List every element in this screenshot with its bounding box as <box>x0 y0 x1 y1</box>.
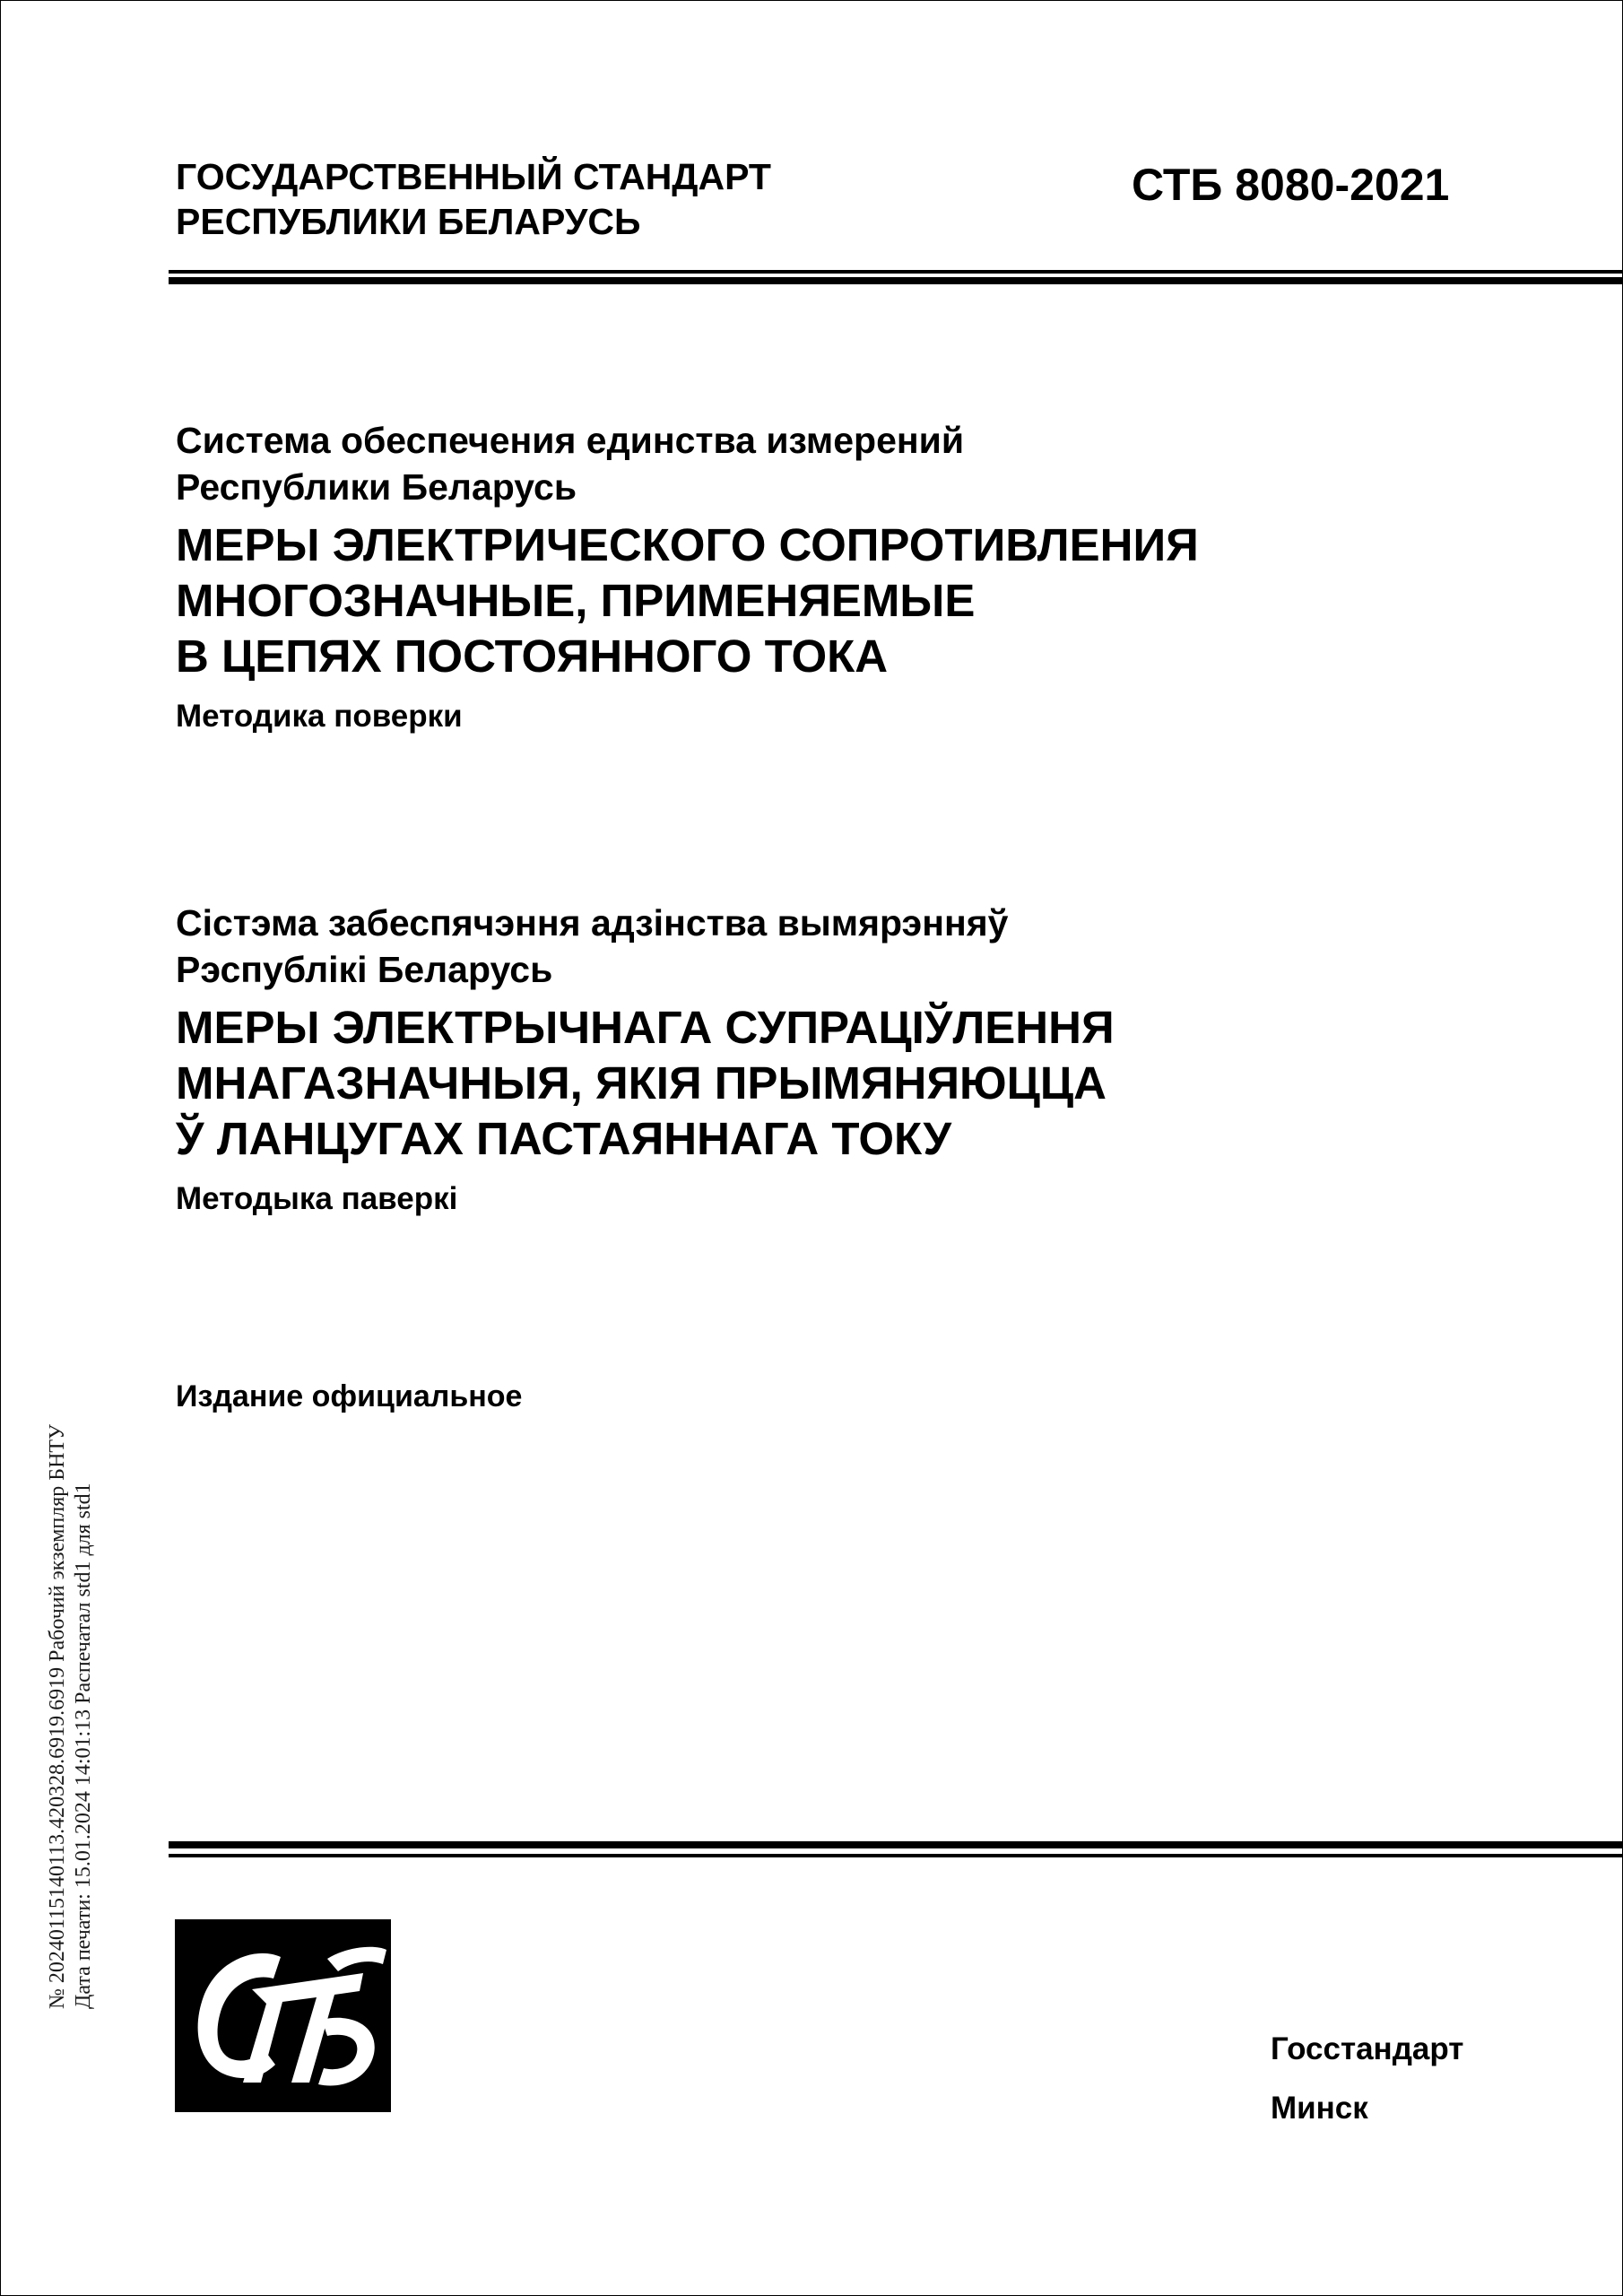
footer-rule-thin <box>169 1854 1623 1857</box>
russian-method: Методика поверки <box>176 699 463 734</box>
belarusian-system-line-2: Рэспублікі Беларусь <box>176 949 553 990</box>
publisher-name: Госстандарт <box>1271 2031 1464 2066</box>
belarusian-method: Методыка паверкі <box>176 1181 458 1216</box>
header-org-line-2: РЕСПУБЛИКИ БЕЛАРУСЬ <box>176 201 641 242</box>
publisher-block <box>1271 2020 1463 2138</box>
edition-label: Издание официальное <box>176 1379 523 1413</box>
belarusian-title-block <box>176 900 1115 1219</box>
print-stamp-line-2: Дата печати: 15.01.2024 14:01:13 Распечатал std1 для std1 <box>72 1483 95 2009</box>
belarusian-title-line-3: Ў ЛАНЦУГАХ ПАСТАЯННАГА ТОКУ <box>176 1113 952 1164</box>
russian-title-line-2: МНОГОЗНАЧНЫЕ, ПРИМЕНЯЕМЫЕ <box>176 575 976 626</box>
russian-system-line-2: Республики Беларусь <box>176 466 577 508</box>
belarusian-title-line-1: МЕРЫ ЭЛЕКТРЫЧНАГА СУПРАЦІЎЛЕННЯ <box>176 1002 1115 1053</box>
standard-code: СТБ 8080-2021 <box>1132 160 1450 210</box>
belarusian-title-line-2: МНАГАЗНАЧНЫЯ, ЯКІЯ ПРЫМЯНЯЮЦЦА <box>176 1057 1107 1109</box>
header-organization <box>176 154 771 244</box>
russian-title-line-3: В ЦЕПЯХ ПОСТОЯННОГО ТОКА <box>176 631 889 682</box>
print-stamp-line-1: № 20240115140113.420328.6919.6919 Рабочий экземпляр БНТУ <box>46 1423 69 2009</box>
belarusian-system-line-1: Сістэма забеспячэння адзінства вымярэнняў <box>176 902 1009 944</box>
russian-title-line-1: МЕРЫ ЭЛЕКТРИЧЕСКОГО СОПРОТИВЛЕНИЯ <box>176 519 1199 570</box>
footer-rule-thick <box>169 1841 1623 1848</box>
header-rule-thick <box>169 277 1623 284</box>
stb-logo-icon <box>175 1919 391 2112</box>
print-stamp <box>45 1424 97 2009</box>
header-rule-thin <box>169 270 1623 274</box>
russian-title-block <box>176 417 1199 736</box>
russian-system-line-1: Система обеспечения единства измерений <box>176 420 965 461</box>
publisher-city: Минск <box>1271 2091 1368 2126</box>
header-org-line-1: ГОСУДАРСТВЕННЫЙ СТАНДАРТ <box>176 156 771 197</box>
